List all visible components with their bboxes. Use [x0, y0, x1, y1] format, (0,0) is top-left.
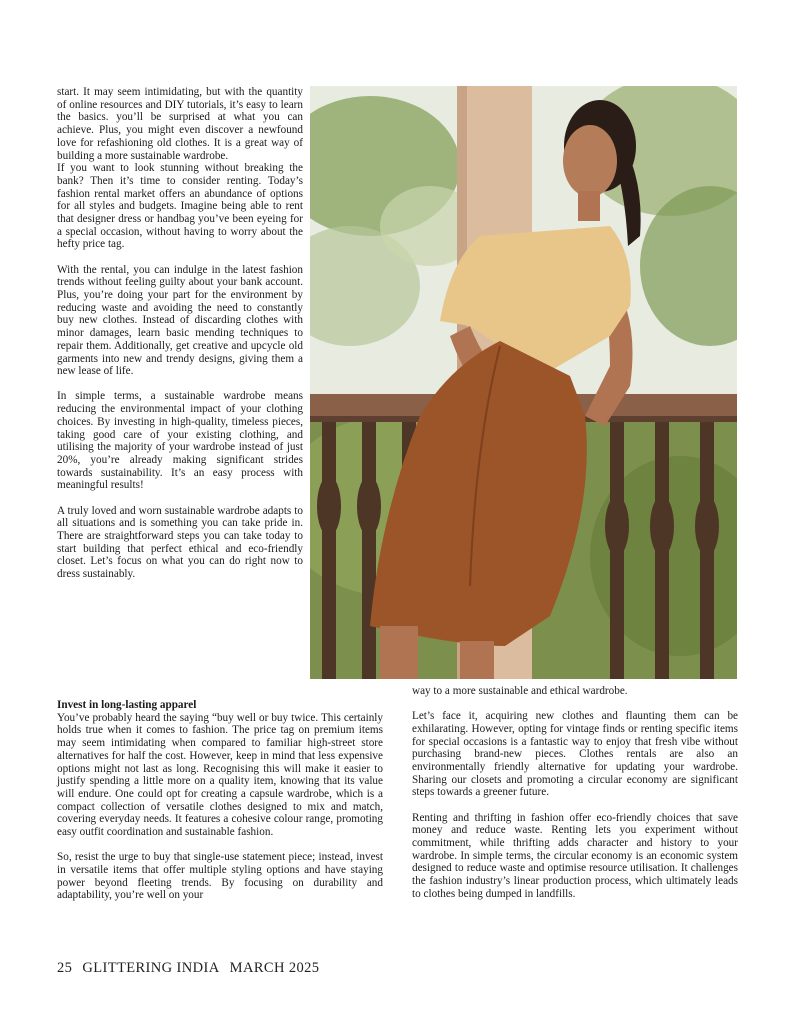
- paragraph: You’ve probably heard the saying “buy well or buy twice. This certainly holds true when it comes to fashion. The price tag on premium items may seem intimidating when compared to familiar high-street store alternatives for half the cost. However, keep in mind that less expensive options might not last as long. Recognising this will make it easier to justify spending a little more on a quality item, knowing that its value will endure. One could opt for creating a capsule wardrobe, which is a compact collection of versatile clothes designed to mix and match, covering everyday needs. It features a cohesive colour range, promoting easy outfit coordination and sustainable fashion.: [57, 711, 383, 839]
- paragraph: In simple terms, a sustainable wardrobe means reducing the environmental impact of your clothing choices. By investing in high-quality, timeless pieces, taking good care of your existing clothing, and utilising the majority of your wardrobe instead of just 20%, you’re already making significant strides towards sustainability. It’s an easy process with meaningful results!: [57, 390, 303, 492]
- paragraph: If you want to look stunning without breaking the bank? Then it’s time to consider renting. Today’s fashion rental market offers an abundance of options for all styles and budgets. Imagine being able to rent that designer dress or handbag you’ve been eyeing for a special occasion, without having to worry about the hefty price tag.: [57, 162, 303, 251]
- right-column-bottom-text: [412, 685, 738, 901]
- paragraph: A truly loved and worn sustainable wardrobe adapts to all situations and is something you can take pride in. There are straightforward steps you can take today to start building that perfect ethical and eco-friendly closet. Let’s focus on what you can do right now to dress sustainably.: [57, 504, 303, 581]
- left-column-bottom-text: [57, 699, 383, 902]
- paragraph: Renting and thrifting in fashion offer eco-friendly choices that save money and reduce waste. Renting lets you experiment without commitment, while thrifting adds character and history to your wardrobe. In simple terms, the circular economy is an economic system designed to reduce waste and optimise resource utilisation. It challenges the fashion industry’s linear production process, which ultimately leads to clothes being dumped in landfills.: [412, 811, 738, 900]
- section-heading: Invest in long-lasting apparel: [57, 699, 197, 711]
- fashion-photo: [310, 86, 737, 679]
- paragraph: way to a more sustainable and ethical wardrobe.: [412, 685, 628, 697]
- paragraph: With the rental, you can indulge in the latest fashion trends without feeling guilty about your bank account. Plus, you’re doing your part for the environment by reducing waste and avoiding the need to constantly buy new clothes. Instead of discarding clothes with minor damages, learn basic mending techniques to repair them. Additionally, get creative and upcycle old garments into new and trendy designs, giving them a new lease of life.: [57, 263, 303, 378]
- issue-date: MARCH 2025: [229, 960, 320, 976]
- page-footer: [57, 960, 325, 977]
- paragraph: start. It may seem intimidating, but with the quantity of online resources and DIY tutorials, it’s easy to learn the basics. you’ll be surprised at what you can achieve. Plus, you might even discover a newfound love for refashioning old clothes. It is a great way of building a more sustainable wardrobe.: [57, 86, 303, 162]
- magazine-name: GLITTERING INDIA: [82, 960, 220, 976]
- page-number: 25: [57, 960, 73, 976]
- paragraph: So, resist the urge to buy that single-use statement piece; instead, invest in versatile items that offer multiple styling options and have staying power beyond fleeting trends. By focusing on durability and adaptability, you’re well on your: [57, 851, 383, 902]
- left-column-top-text: [57, 86, 303, 581]
- paragraph: Let’s face it, acquiring new clothes and flaunting them can be exhilarating. However, opting for vintage finds or renting specific items for special occasions is a fantastic way to enjoy that fresh vibe without purchasing brand-new pieces. Clothes rentals are also an environmentally friendly alternative for updating your wardrobe. Sharing our closets and promoting a circular economy are significant steps towards a greener future.: [412, 710, 738, 799]
